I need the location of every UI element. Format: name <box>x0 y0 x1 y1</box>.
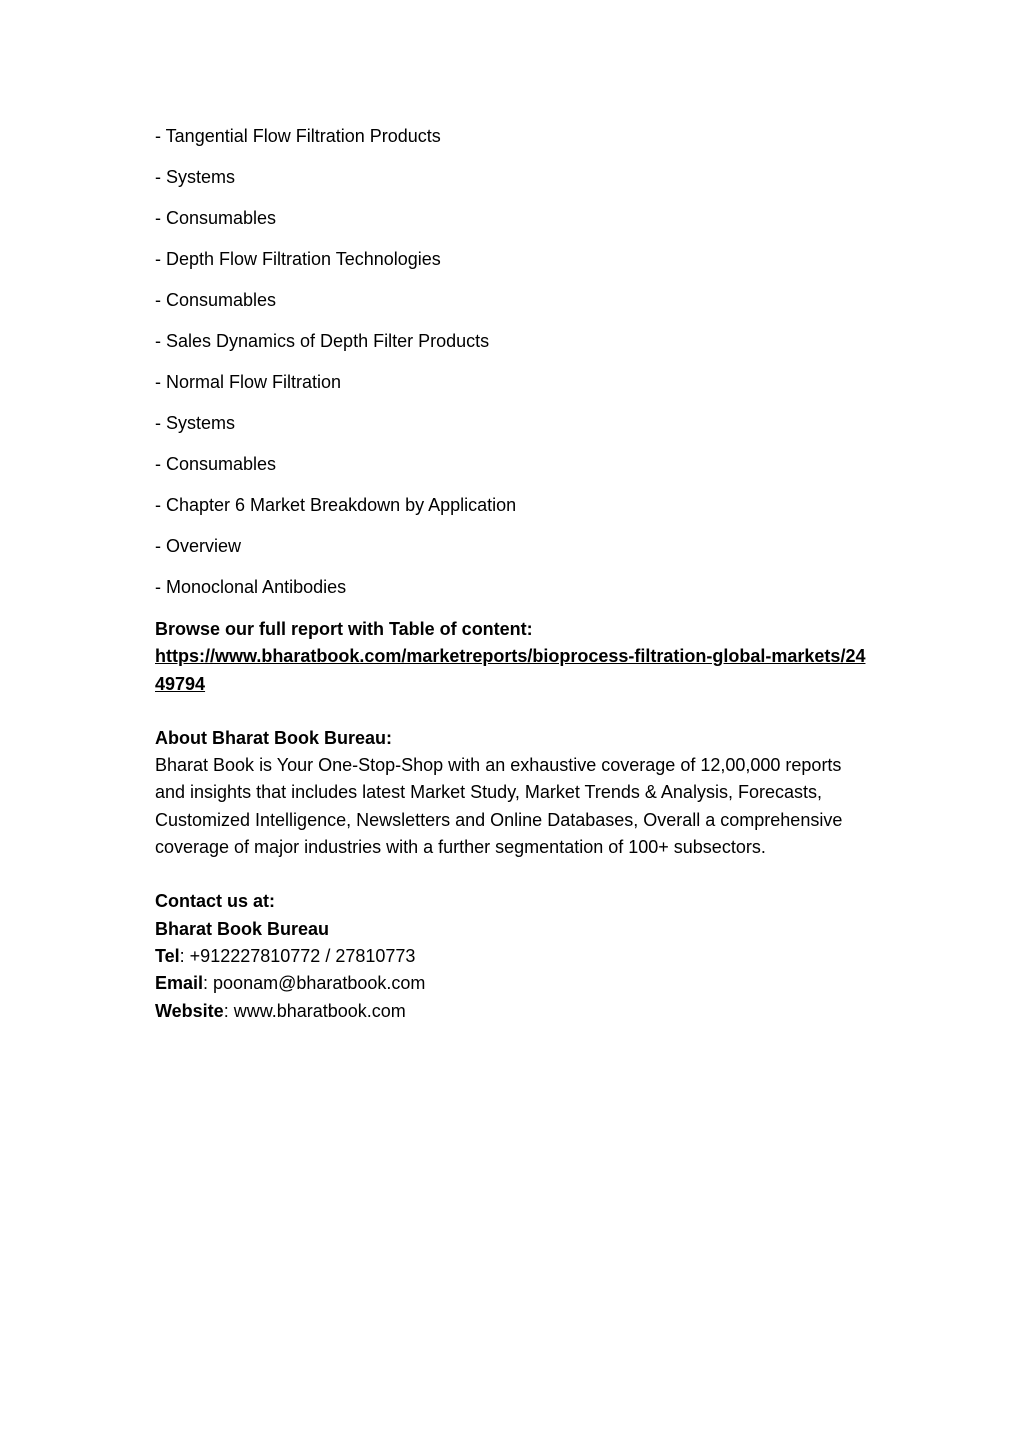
about-body: Bharat Book is Your One-Stop-Shop with an exhaustive coverage of 12,00,000 reports and insights that includes latest Market Study, Market Trends & Analysis, Forecasts, Customized Intelligence, Newsletters and Online Databases, Overall a comprehensive coverage of major industries with a further segmentation of 100+ subsectors. <box>155 755 843 858</box>
contact-heading: Contact us at: <box>155 891 276 912</box>
about-section <box>155 725 875 861</box>
company-name: Bharat Book Bureau <box>155 918 330 939</box>
toc-item: - Systems <box>155 167 236 187</box>
toc-item: - Chapter 6 Market Breakdown by Application <box>155 495 517 515</box>
toc-item: - Normal Flow Filtration <box>155 372 342 392</box>
toc-item: - Depth Flow Filtration Technologies <box>155 249 441 269</box>
toc-item: - Systems <box>155 413 236 433</box>
about-heading: About Bharat Book Bureau: <box>155 727 393 748</box>
website-label: Website <box>155 1000 224 1021</box>
toc-item: - Overview <box>155 536 242 556</box>
toc-item: - Tangential Flow Filtration Products <box>155 126 441 146</box>
toc-item: - Consumables <box>155 208 277 228</box>
website-value: : www.bharatbook.com <box>223 1000 406 1021</box>
document-page <box>155 124 875 1025</box>
tel-line <box>155 943 875 970</box>
email-line <box>155 970 875 997</box>
browse-heading: Browse our full report with Table of content: <box>155 619 533 639</box>
contact-section <box>155 888 875 1024</box>
toc-list <box>155 124 875 599</box>
toc-item: - Sales Dynamics of Depth Filter Products <box>155 331 490 351</box>
email-label: Email <box>155 973 204 994</box>
website-line <box>155 998 875 1025</box>
tel-label: Tel <box>155 945 180 966</box>
toc-item: - Consumables <box>155 454 277 474</box>
toc-item: - Consumables <box>155 290 277 310</box>
toc-item: - Monoclonal Antibodies <box>155 577 347 597</box>
tel-value: : +912227810772 / 27810773 <box>179 945 416 966</box>
browse-section <box>155 616 875 698</box>
report-link[interactable]: https://www.bharatbook.com/marketreports/bioprocess-filtration-global-markets/2449794 <box>155 646 866 694</box>
email-value: : poonam@bharatbook.com <box>203 973 426 994</box>
